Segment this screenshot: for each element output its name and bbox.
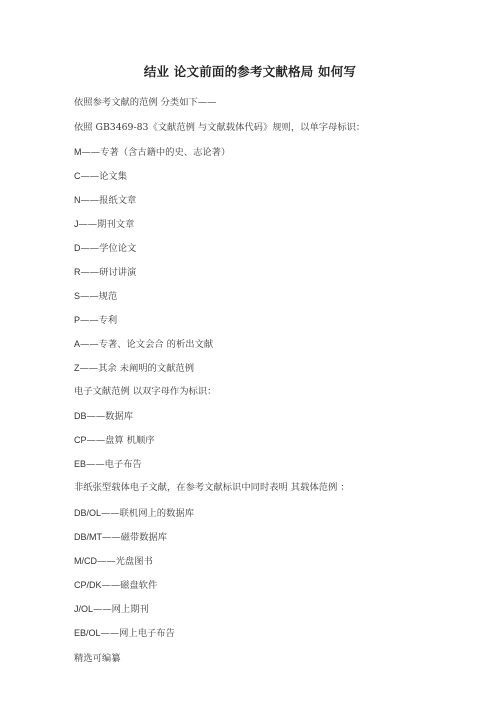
type-code: C [74,171,81,181]
type-code: EB/OL [74,628,101,638]
list-item [74,218,134,231]
type-code: A [74,339,81,349]
line-text: ——专利 [80,315,118,326]
list-item [74,555,153,568]
line-text: 非纸张型载体电子文献，在参考文献标识中同时表明 其载体范例 ： [74,482,350,493]
line-text: 依照 GB3469-83《文献范例 与文献载体代码》规则，以单字母标识： [74,122,366,133]
paragraph-line [74,482,350,494]
line-text: ——磁带数据库 [102,532,168,543]
type-code: M/CD [74,556,97,566]
list-item [74,290,117,303]
line-text: ——电子布告 [86,459,142,470]
line-text: ——专著、论文会合 的析出文献 [80,339,214,350]
type-code: CP/DK [74,580,102,590]
list-item [74,458,142,471]
page-title: 结业 论文前面的参考文献格局 如何写 [143,64,357,79]
list-item [74,338,213,351]
line-text: ——网上期刊 [93,604,149,615]
type-code: D [74,243,81,253]
list-item [74,194,136,207]
line-text: ——光盘图书 [97,556,153,567]
type-code: R [74,267,81,277]
line-text: ——数据库 [86,411,134,422]
type-code: S [74,291,81,301]
list-item [74,266,136,279]
list-item [74,362,194,375]
type-code: Z [74,363,80,373]
list-item [74,314,117,327]
list-item [74,627,175,640]
line-text: 依照参考文献的范例 分类如下—— [74,97,217,108]
list-item [74,531,167,544]
type-code: DB/OL [74,508,102,518]
list-item [74,170,127,183]
list-item [74,242,136,255]
footer-note: 精选可编纂 [74,653,121,664]
line-text: ——学位论文 [80,243,137,254]
line-text: ——规范 [80,291,118,302]
paragraph-line [74,122,365,134]
list-item [74,507,194,520]
line-text: 电子文献范例 以双字母作为标识： [74,386,217,397]
line-text: ——期刊文章 [78,219,135,230]
type-code: J/OL [74,604,94,614]
line-text: ——网上电子布告 [100,628,175,639]
type-code: M [74,147,82,157]
list-item [74,410,133,423]
line-text: ——报纸文章 [80,195,137,206]
type-code: CP [74,435,87,445]
type-code: EB [74,459,87,469]
list-item [74,146,230,159]
type-code: DB/MT [74,532,102,542]
type-code: DB [74,411,87,421]
paragraph-line [74,386,216,398]
list-item [74,434,155,447]
line-text: ——论文集 [80,171,127,182]
line-text: ——研讨讲演 [80,267,137,278]
type-code: J [74,219,79,229]
list-item [74,603,149,616]
line-text: ——专著（含古籍中的史、志论著） [81,147,231,158]
line-text: ——磁盘软件 [101,580,158,591]
line-text: ——联机网上的数据库 [101,508,194,519]
type-code: N [74,195,81,205]
list-item [74,579,157,592]
line-text: ——盘算 机顺序 [86,435,155,446]
paragraph-line [74,97,216,109]
line-text: ——其余 未阐明的文献范例 [79,363,195,374]
type-code: P [74,315,81,325]
